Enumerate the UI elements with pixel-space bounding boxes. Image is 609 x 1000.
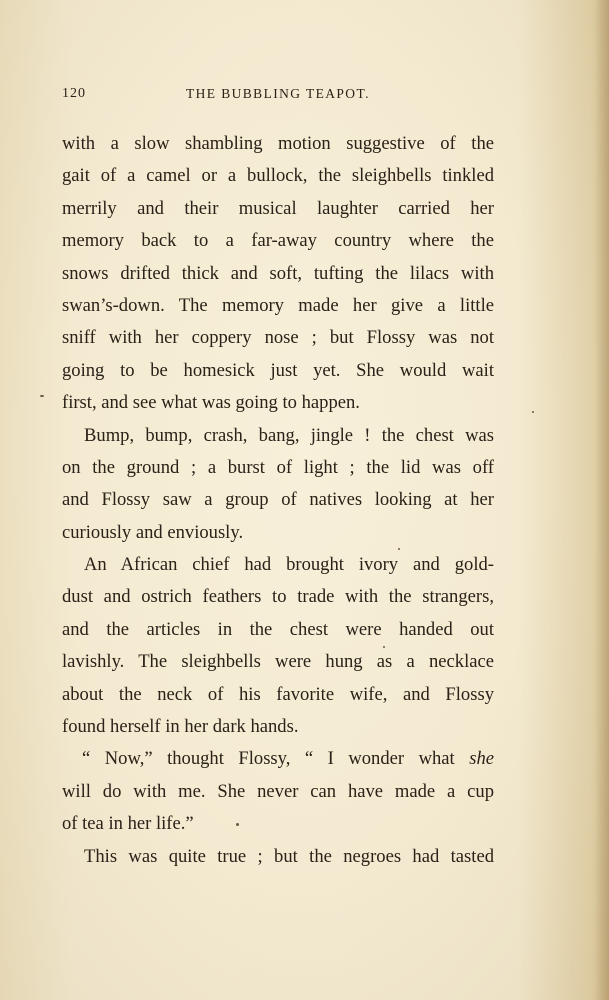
text-line: with a slow shambling motion suggestive of the — [62, 133, 494, 154]
paper-speck — [40, 395, 44, 397]
text-line: and the articles in the chest were handed out — [62, 618, 494, 640]
text-line — [62, 743, 494, 775]
text-line: lavishly. The sleighbells were hung as a necklace — [62, 651, 494, 673]
paper-speck — [383, 646, 385, 648]
page-number: 120 — [62, 86, 86, 101]
text-line: merrily and their musical laughter carried her — [62, 197, 494, 219]
text-line: found herself in her dark hands. — [62, 716, 299, 738]
text-line: going to be homesick just yet. She would wait — [62, 359, 494, 381]
text-line: Bump, bump, crash, bang, jingle ! the chest was — [84, 424, 494, 446]
text-line: on the ground ; a burst of light ; the lid was off — [62, 456, 494, 478]
text-line: will do with me. She never can have made a cup — [62, 780, 494, 802]
body-text — [62, 128, 494, 873]
text-line: about the neck of his favorite wife, and Flossy — [62, 683, 494, 705]
text-line: An African chief had brought ivory and gold- — [84, 554, 494, 576]
text-line: curiously and enviously. — [62, 521, 244, 543]
text-line: and Flossy saw a group of natives looking at her — [62, 489, 494, 511]
text-line: first, and see what was going to happen. — [62, 392, 360, 414]
text-line: memory back to a far-away country where the — [62, 230, 494, 252]
paper-speck — [532, 411, 534, 413]
paper-speck — [236, 823, 239, 826]
italic-word: she — [469, 748, 494, 770]
text-line: of tea in her life.” — [62, 813, 194, 835]
running-title: THE BUBBLING TEAPOT. — [186, 86, 370, 101]
text-line: swan’s-down. The memory made her give a little — [62, 294, 494, 316]
text-line: dust and ostrich feathers to trade with the strangers, — [62, 586, 494, 608]
text-line: sniff with her coppery nose ; but Flossy was not — [62, 327, 494, 349]
text-line: This was quite true ; but the negroes had tasted — [84, 845, 494, 867]
page-edge-shadow — [595, 0, 609, 1000]
text-segment: “ Now,” thought Flossy, “ I wonder what — [82, 748, 470, 770]
paper-speck — [398, 548, 400, 550]
text-line: gait of a camel or a bullock, the sleighbells tinkled — [62, 165, 494, 187]
text-line: snows drifted thick and soft, tufting the lilacs with — [62, 262, 494, 284]
